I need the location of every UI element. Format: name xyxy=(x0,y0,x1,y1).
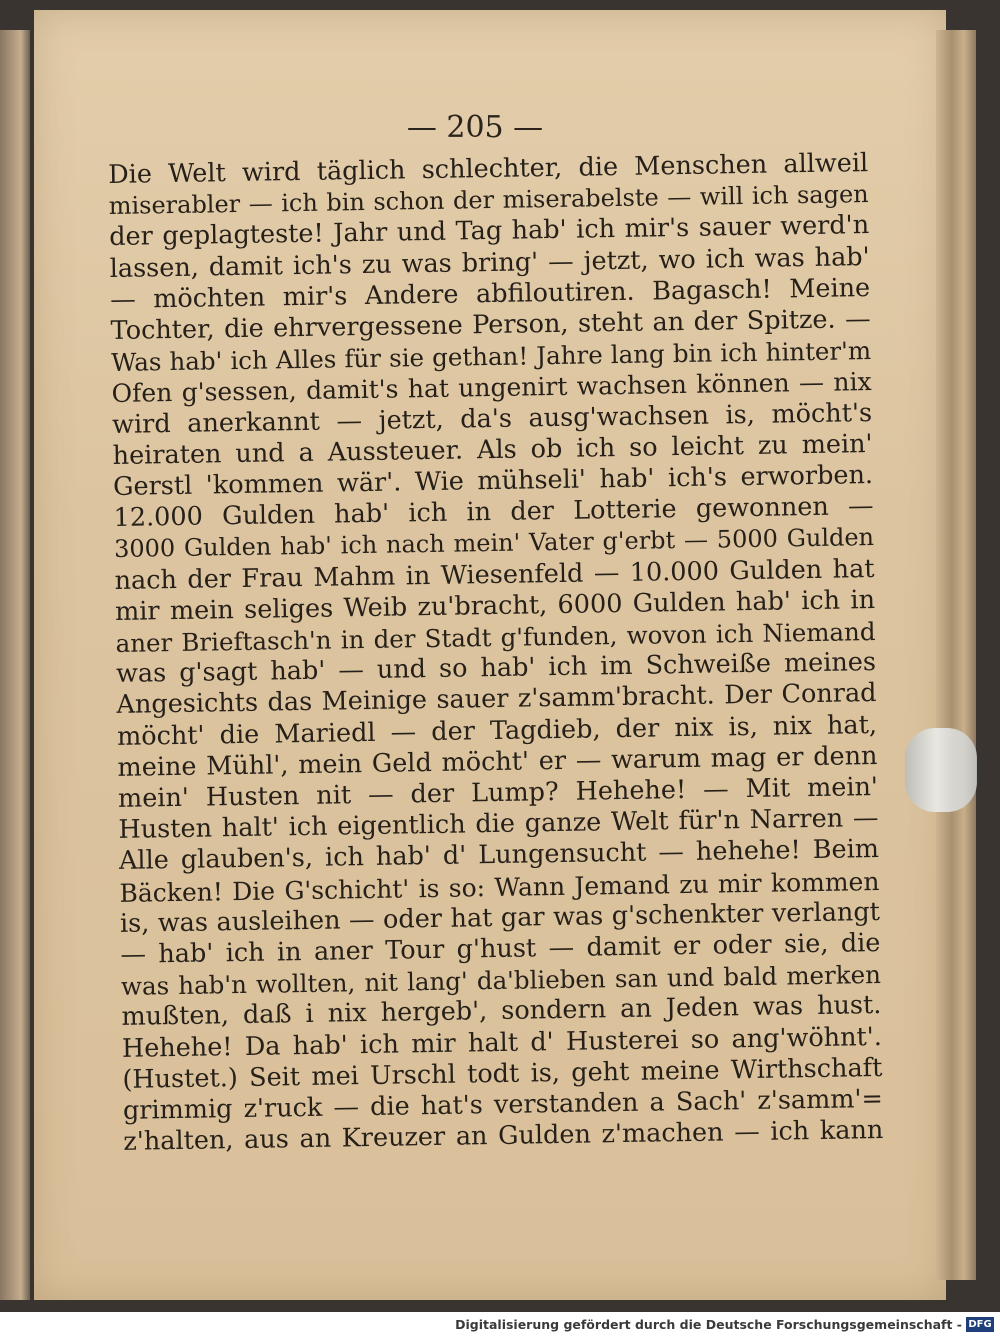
text-line: z'halten, aus an Kreuzer an Gulden z'machen — ich kann xyxy=(123,1115,884,1158)
text-line: 3000 Gulden hab' ich nach mein' Vater g'erbt — 5000 Gulden xyxy=(113,523,875,564)
text-line: mein' Husten nit — der Lump? Hehehe! — Mit mein' xyxy=(117,772,879,814)
text-line: lassen, damit ich's zu was bring' — jetzt, wo ich was hab' xyxy=(109,241,870,284)
text-line: Bäcken! Die G'schicht' is so: Wann Jemand zu mir kommen xyxy=(119,866,880,908)
text-line: 12.000 Gulden hab' ich in der Lotterie gewonnen — xyxy=(113,491,874,534)
digitization-footer xyxy=(0,1312,1000,1339)
text-line: Was hab' ich Alles für sie gethan! Jahre lang bin ich hinter'm xyxy=(110,336,872,378)
text-line: is, was ausleihen — oder hat gar was g'schenkter verlangt xyxy=(119,896,881,939)
text-line: Die Welt wird täglich schlechter, die Menschen allweil xyxy=(108,148,869,190)
text-line: — möchten mir's Andere abfiloutiren. Bagasch! Meine xyxy=(109,272,871,315)
text-line: Husten halt' ich eigentlich die ganze Welt für'n Narren — xyxy=(118,803,879,846)
text-line: Gerstl 'kommen wär'. Wie mühseli' hab' ich's erworben. xyxy=(112,460,874,502)
text-line: miserabler — ich bin schon der miserabelste — will ich sagen xyxy=(108,180,869,221)
text-line: Alle glauben's, ich hab' d' Lungensucht — hehehe! Beim xyxy=(118,834,880,877)
left-page-edge xyxy=(0,30,30,1300)
text-line: was hab'n wollten, nit lang' da'blieben san und bald merken xyxy=(120,960,882,1002)
text-line: grimmig z'ruck — die hat's verstanden a Sach' z'samm'= xyxy=(122,1084,884,1126)
text-line: nach der Frau Mahm in Wiesenfeld — 10.000 Gulden hat xyxy=(114,553,875,596)
body-text xyxy=(108,148,884,1158)
right-page-edges xyxy=(936,30,976,1280)
page-number: — 205 — xyxy=(406,110,544,145)
text-line: heiraten und a Aussteuer. Als ob ich so leicht zu mein' xyxy=(112,428,873,471)
text-line: möcht' die Mariedl — der Tagdieb, der nix is, nix hat, xyxy=(116,709,878,752)
dfg-logo: DFG xyxy=(966,1317,994,1332)
text-line: aner Brieftasch'n in der Stadt g'funden, wovon ich Niemand xyxy=(115,617,876,658)
text-line: der geplagteste! Jahr und Tag hab' ich mir's sauer werd'n xyxy=(108,210,870,253)
text-line: Tochter, die ehrvergessene Person, steht an der Spitze. — xyxy=(110,304,871,346)
text-line: Ofen g'sessen, damit's hat ungenirt wachsen können — nix xyxy=(111,367,872,409)
text-line: wird anerkannt — jetzt, da's ausg'wachsen is, möcht's xyxy=(111,397,873,440)
page-clip-icon xyxy=(905,728,977,812)
funding-credit: Digitalisierung gefördert durch die Deutsche Forschungsgemeinschaft - xyxy=(455,1317,962,1332)
text-line: Angesichts das Meinige sauer z'samm'bracht. Der Conrad xyxy=(116,678,877,721)
text-line: mir mein seliges Weib zu'bracht, 6000 Gulden hab' ich in xyxy=(114,584,876,627)
text-line: mußten, daß i nix hergeb', sondern an Jeden was hust. xyxy=(121,990,882,1033)
text-line: Hehehe! Da hab' ich mir halt d' Husterei so ang'wöhnt'. xyxy=(121,1021,883,1064)
text-line: — hab' ich in aner Tour g'hust — damit er oder sie, die xyxy=(120,928,881,970)
text-line: (Hustet.) Seit mei Urschl todt is, geht meine Wirthschaft xyxy=(122,1052,883,1095)
text-line: was g'sagt hab' — und so hab' ich im Schweiße meines xyxy=(115,647,877,690)
text-line: meine Mühl', mein Geld möcht' er — warum mag er denn xyxy=(117,740,878,783)
